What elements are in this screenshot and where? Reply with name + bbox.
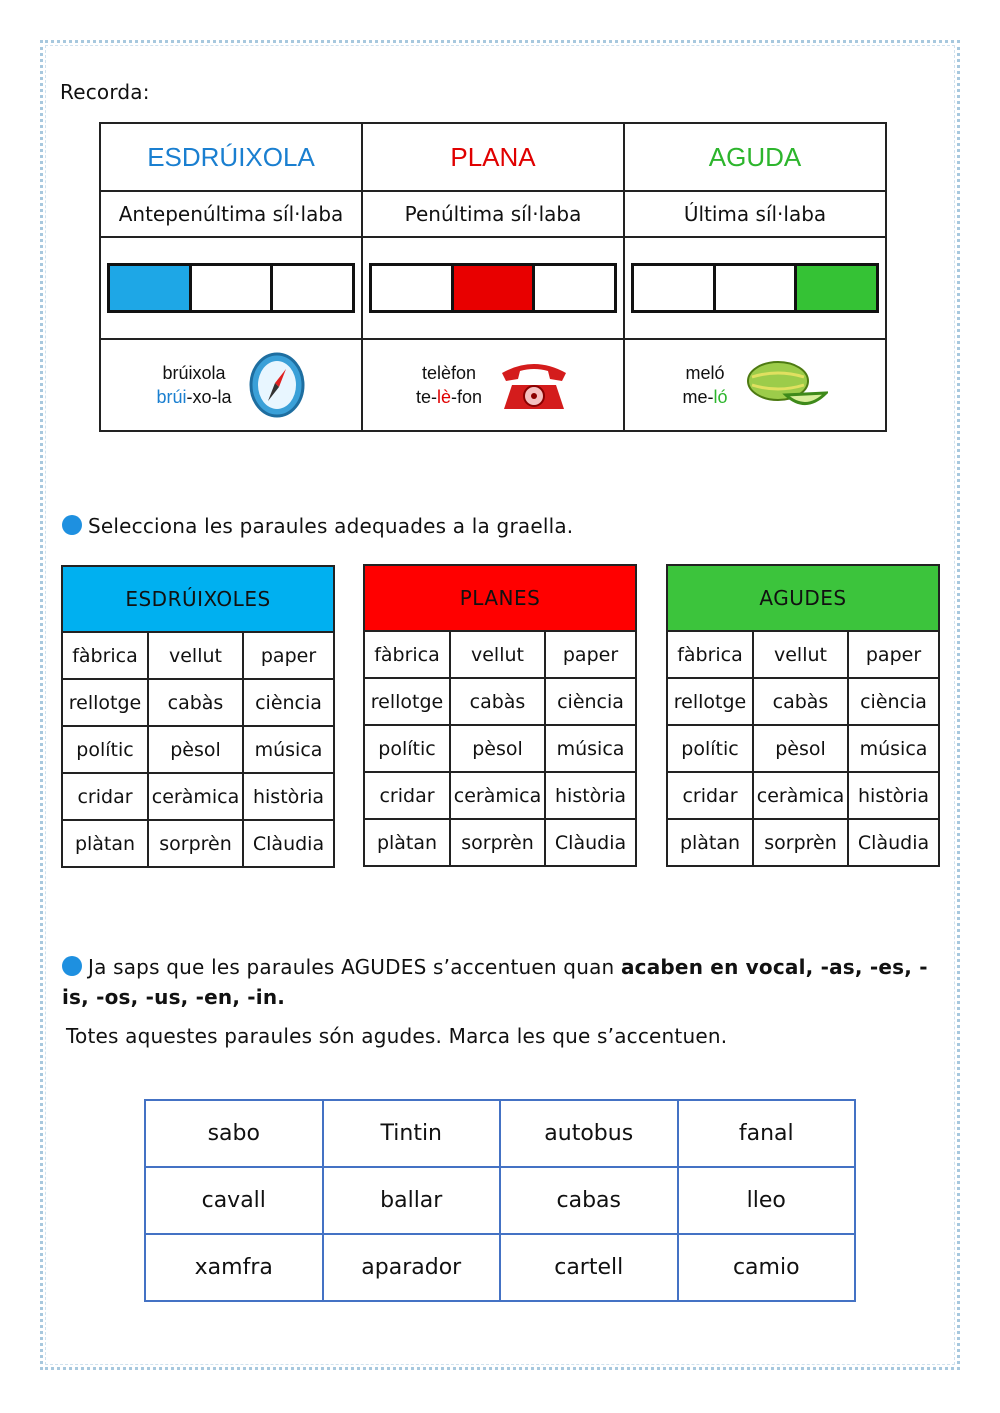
syllable-bar-aguda — [631, 263, 879, 313]
aguda-word-cell[interactable]: cabas — [500, 1167, 678, 1234]
stressed-syllable: lè — [436, 387, 451, 407]
word-cell[interactable]: ceràmica — [148, 773, 243, 820]
aguda-word-cell[interactable]: cavall — [145, 1167, 323, 1234]
word-cell[interactable]: història — [848, 772, 939, 819]
example-cell-esdruixola — [100, 339, 362, 431]
grid-row — [62, 632, 334, 679]
syllable-box — [372, 266, 454, 310]
grid-esdruixoles — [61, 565, 335, 868]
grid-row — [364, 772, 636, 819]
grid-row — [667, 631, 939, 678]
example-split — [156, 385, 231, 409]
title-aguda: AGUDA — [624, 123, 886, 191]
syllable-bar-cell — [362, 237, 624, 339]
syllable-box — [454, 266, 536, 310]
title-plana: PLANA — [362, 123, 624, 191]
word-cell[interactable]: cridar — [667, 772, 753, 819]
word-cell[interactable]: polític — [364, 725, 450, 772]
word-cell[interactable]: polític — [667, 725, 753, 772]
grid-row — [62, 820, 334, 867]
syllable-box — [110, 266, 192, 310]
word-cell[interactable]: paper — [848, 631, 939, 678]
word-cell[interactable]: rellotge — [364, 678, 450, 725]
compass-icon — [248, 351, 306, 419]
grid-row — [364, 819, 636, 866]
example-word: meló — [685, 363, 725, 383]
word-cell[interactable]: paper — [243, 632, 334, 679]
stressed-syllable: ló — [713, 387, 728, 407]
aguda-word-cell[interactable]: Tintin — [323, 1100, 501, 1167]
grid-row — [364, 678, 636, 725]
example-split — [682, 385, 727, 409]
word-cell[interactable]: vellut — [753, 631, 848, 678]
example-word: brúixola — [162, 363, 226, 383]
aguda-word-cell[interactable]: ballar — [323, 1167, 501, 1234]
title-esdruixola: ESDRÚIXOLA — [100, 123, 362, 191]
example-split — [416, 385, 482, 409]
word-cell[interactable]: rellotge — [62, 679, 148, 726]
word-cell[interactable]: ciència — [243, 679, 334, 726]
word-cell[interactable]: Clàudia — [243, 820, 334, 867]
syllable-bar-plana — [369, 263, 617, 313]
syllable-box — [634, 266, 716, 310]
subtitle-aguda: Última síl·laba — [624, 191, 886, 237]
word-cell[interactable]: cabàs — [450, 678, 545, 725]
grid-row — [62, 773, 334, 820]
word-cell[interactable]: Clàudia — [848, 819, 939, 866]
grid-row — [364, 631, 636, 678]
word-cell[interactable]: sorprèn — [753, 819, 848, 866]
syllable-box — [797, 266, 876, 310]
word-cell[interactable]: fàbrica — [364, 631, 450, 678]
word-cell[interactable]: fàbrica — [62, 632, 148, 679]
example-cell-aguda — [624, 339, 886, 431]
unstressed-syllables: -xo-la — [186, 387, 232, 407]
agudes-row — [145, 1167, 855, 1234]
grid-row — [62, 679, 334, 726]
word-cell[interactable]: pèsol — [450, 725, 545, 772]
word-cell[interactable]: plàtan — [364, 819, 450, 866]
word-cell[interactable]: cabàs — [753, 678, 848, 725]
word-cell[interactable]: plàtan — [62, 820, 148, 867]
exercise2-instruction — [62, 952, 942, 1012]
accent-reference-table — [99, 122, 887, 432]
aguda-word-cell[interactable]: lleo — [678, 1167, 856, 1234]
aguda-word-cell[interactable]: fanal — [678, 1100, 856, 1167]
word-cell[interactable]: música — [243, 726, 334, 773]
word-cell[interactable]: vellut — [148, 632, 243, 679]
example-word: telèfon — [421, 363, 477, 383]
grid-row — [667, 725, 939, 772]
word-cell[interactable]: cabàs — [148, 679, 243, 726]
word-cell[interactable]: sorprèn — [450, 819, 545, 866]
bullet-icon — [62, 956, 82, 976]
subtitle-plana: Penúltima síl·laba — [362, 191, 624, 237]
grid-row — [667, 772, 939, 819]
exercise1-instruction — [62, 514, 573, 538]
word-cell[interactable]: història — [243, 773, 334, 820]
unstressed-syllable: me- — [682, 387, 714, 407]
word-cell[interactable]: paper — [545, 631, 636, 678]
syllable-box — [273, 266, 352, 310]
syllable-box — [192, 266, 274, 310]
aguda-word-cell[interactable]: aparador — [323, 1234, 501, 1301]
word-cell[interactable]: fàbrica — [667, 631, 753, 678]
grid-planes — [363, 564, 637, 867]
melon-icon — [744, 357, 828, 413]
agudes-word-table — [144, 1099, 856, 1302]
unstressed-syllable: -fon — [451, 387, 483, 407]
grid-header: AGUDES — [667, 565, 939, 631]
word-cell[interactable]: ceràmica — [753, 772, 848, 819]
word-cell[interactable]: ciència — [848, 678, 939, 725]
intro-label: Recorda: — [60, 80, 150, 104]
bullet-icon — [62, 515, 82, 535]
aguda-word-cell[interactable]: cartell — [500, 1234, 678, 1301]
grid-row — [667, 678, 939, 725]
word-cell[interactable]: Clàudia — [545, 819, 636, 866]
grid-row — [62, 726, 334, 773]
word-cell[interactable]: ciència — [545, 678, 636, 725]
syllable-box — [716, 266, 798, 310]
word-cell[interactable]: rellotge — [667, 678, 753, 725]
syllable-bar-cell — [624, 237, 886, 339]
aguda-word-cell[interactable]: sabo — [145, 1100, 323, 1167]
word-cell[interactable]: música — [848, 725, 939, 772]
exercise2-subinstruction: Totes aquestes paraules són agudes. Marca les que s’accentuen. — [66, 1024, 728, 1048]
grid-row — [667, 819, 939, 866]
exercise2-text: Ja saps que les paraules AGUDES s’accentuen quan — [88, 955, 621, 979]
aguda-word-cell[interactable]: camio — [678, 1234, 856, 1301]
word-cell[interactable]: cridar — [364, 772, 450, 819]
subtitle-esdruixola: Antepenúltima síl·laba — [100, 191, 362, 237]
agudes-row — [145, 1100, 855, 1167]
aguda-word-cell[interactable]: autobus — [500, 1100, 678, 1167]
aguda-word-cell[interactable]: xamfra — [145, 1234, 323, 1301]
word-cell[interactable]: sorprèn — [148, 820, 243, 867]
word-cell[interactable]: plàtan — [667, 819, 753, 866]
grid-agudes — [666, 564, 940, 867]
grid-row — [364, 725, 636, 772]
word-cell[interactable]: ceràmica — [450, 772, 545, 819]
word-cell[interactable]: polític — [62, 726, 148, 773]
word-cell[interactable]: música — [545, 725, 636, 772]
word-cell[interactable]: pèsol — [753, 725, 848, 772]
telephone-icon — [498, 359, 570, 411]
word-cell[interactable]: història — [545, 772, 636, 819]
word-cell[interactable]: cridar — [62, 773, 148, 820]
word-cell[interactable]: pèsol — [148, 726, 243, 773]
syllable-bar-cell — [100, 237, 362, 339]
exercise1-text: Selecciona les paraules adequades a la graella. — [88, 514, 574, 538]
grid-header: PLANES — [364, 565, 636, 631]
grid-header: ESDRÚIXOLES — [62, 566, 334, 632]
unstressed-syllable: te- — [415, 387, 437, 407]
word-cell[interactable]: vellut — [450, 631, 545, 678]
syllable-box — [535, 266, 614, 310]
agudes-row — [145, 1234, 855, 1301]
example-cell-plana — [362, 339, 624, 431]
syllable-bar-esdruixola — [107, 263, 355, 313]
stressed-syllable: brúi — [156, 387, 187, 407]
exercise2-rule: acaben en vocal, -as, -es, -is, -os, -us, -en, -in. — [62, 955, 928, 1009]
